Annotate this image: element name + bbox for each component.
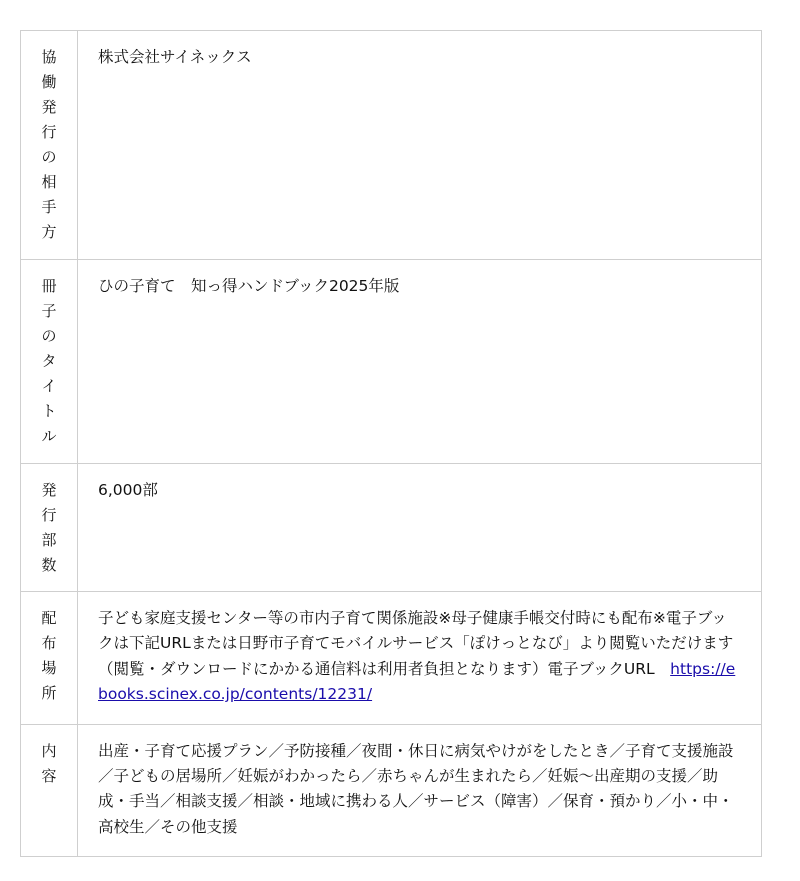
label-cell [21,724,78,857]
info-table [20,30,762,857]
value-cell [78,592,762,725]
value-cell [78,260,762,464]
row-label-title: 冊子のタイトル [41,277,57,445]
label-cell [21,260,78,464]
table-row [21,260,762,464]
value-cell [78,31,762,260]
table-row [21,724,762,857]
row-label-partner: 協働発行の相手方 [41,48,57,241]
ebook-url-link[interactable]: https://ebooks.scinex.co.jp/contents/12231/ [98,659,736,704]
table-row [21,592,762,725]
row-label-copies: 発行部数 [41,481,57,574]
label-cell [21,31,78,260]
row-value-copies: 6,000部 [98,481,158,499]
row-label-distribution: 配布場所 [41,609,57,702]
table-row [21,464,762,592]
value-cell [78,724,762,857]
value-cell [78,464,762,592]
row-value-distribution [98,606,741,708]
table-row [21,31,762,260]
row-label-contents: 内容 [41,741,57,785]
row-value-contents: 出産・子育て応援プラン／予防接種／夜間・休日に病気やけがをしたとき／子育て支援施設／子どもの居場所／妊娠がわかったら／赤ちゃんが生まれたら／妊娠～出産期の支援／助成・手当／相談支援／相談・地域に携わる人／サービス（障害）／保育・預かり／小・中・高校生／その他支援 [98,741,734,836]
row-value-title: ひの子育て 知っ得ハンドブック2025年版 [98,277,400,295]
distribution-text: 子ども家庭支援センター等の市内子育て関係施設※母子健康手帳交付時にも配布※電子ブックは下記URLまたは日野市子育てモバイルサービス「ぽけっとなび」より閲覧いただけます（閲覧・ダウンロードにかかる通信料は利用者負担となります）電子ブックURL [98,609,734,678]
row-value-partner: 株式会社サイネックス [98,48,252,66]
label-cell [21,464,78,592]
label-cell [21,592,78,725]
